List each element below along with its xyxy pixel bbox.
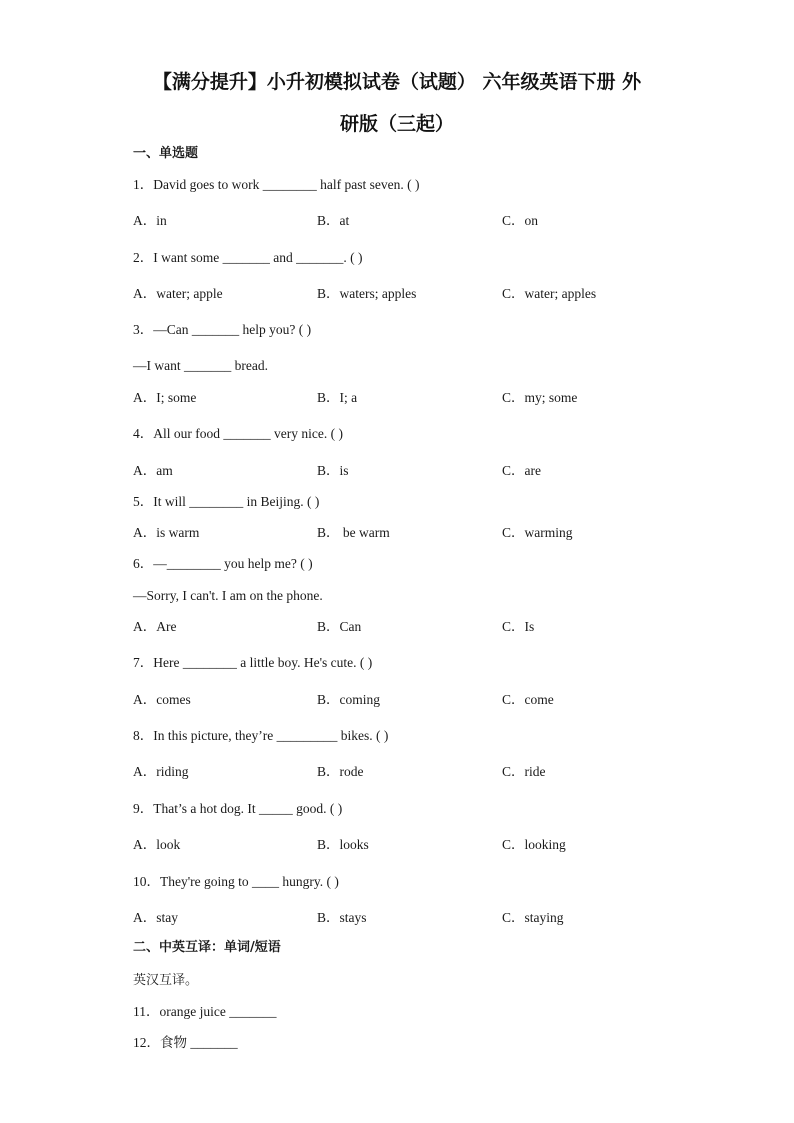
question-7-option-b: B．coming	[317, 692, 380, 707]
section-heading-single-choice: 一、单选题	[133, 146, 199, 161]
question-2-option-a: A．water; apple	[133, 286, 223, 301]
question-3-option-b: B．I; a	[317, 390, 358, 405]
question-5-option-b: B． be warm	[317, 525, 390, 540]
question-6-option-b: B．Can	[317, 619, 362, 634]
translation-instruction: 英汉互译。	[133, 973, 199, 988]
question-3: 3．—Can _______ help you? ( )	[133, 322, 312, 337]
question-8: 8．In this picture, they’re _________ bikes. ( )	[133, 728, 389, 743]
question-11: 11．orange juice _______	[133, 1004, 277, 1019]
question-3-option-c: C．my; some	[502, 390, 578, 405]
question-4-option-a: A．am	[133, 463, 173, 478]
question-7-option-a: A．comes	[133, 692, 191, 707]
question-6: 6．—________ you help me? ( )	[133, 556, 313, 571]
question-4: 4．All our food _______ very nice. ( )	[133, 426, 343, 441]
document-title-line-2: 研版（三起）	[339, 113, 454, 135]
question-7-option-c: C．come	[502, 692, 554, 707]
question-3-option-a: A．I; some	[133, 390, 197, 405]
question-9-option-b: B．looks	[317, 837, 369, 852]
question-10-option-a: A．stay	[133, 910, 178, 925]
question-6-option-a: A．Are	[133, 619, 177, 634]
question-5: 5．It will ________ in Beijing. ( )	[133, 494, 320, 509]
question-5-option-a: A．is warm	[133, 525, 200, 540]
question-1-option-b: B．at	[317, 213, 350, 228]
question-6-reply: —Sorry, I can't. I am on the phone.	[133, 588, 323, 603]
question-10-option-b: B．stays	[317, 910, 367, 925]
question-8-option-c: C．ride	[502, 764, 546, 779]
question-3-reply: —I want _______ bread.	[133, 358, 268, 373]
question-8-option-b: B．rode	[317, 764, 364, 779]
question-10: 10．They're going to ____ hungry. ( )	[133, 874, 339, 889]
question-6-option-c: C．Is	[502, 619, 535, 634]
question-2-option-b: B．waters; apples	[317, 286, 417, 301]
question-7: 7．Here ________ a little boy. He's cute. ( )	[133, 655, 373, 670]
document-title-line-1: 【满分提升】小升初模拟试卷（试题） 六年级英语下册 外	[152, 71, 642, 93]
question-12: 12．食物 _______	[133, 1035, 238, 1050]
question-2: 2．I want some _______ and _______. ( )	[133, 250, 363, 265]
question-1: 1．David goes to work ________ half past seven. ( )	[133, 177, 420, 192]
section-heading-translation: 二、中英互译：单词/短语	[133, 940, 281, 955]
question-4-option-b: B．is	[317, 463, 349, 478]
question-4-option-c: C．are	[502, 463, 541, 478]
question-9: 9．That’s a hot dog. It _____ good. ( )	[133, 801, 343, 816]
question-2-option-c: C．water; apples	[502, 286, 597, 301]
question-8-option-a: A．riding	[133, 764, 189, 779]
question-5-option-c: C．warming	[502, 525, 573, 540]
question-1-option-a: A．in	[133, 213, 167, 228]
question-10-option-c: C．staying	[502, 910, 564, 925]
question-1-option-c: C．on	[502, 213, 539, 228]
question-9-option-c: C．looking	[502, 837, 566, 852]
question-9-option-a: A．look	[133, 837, 181, 852]
